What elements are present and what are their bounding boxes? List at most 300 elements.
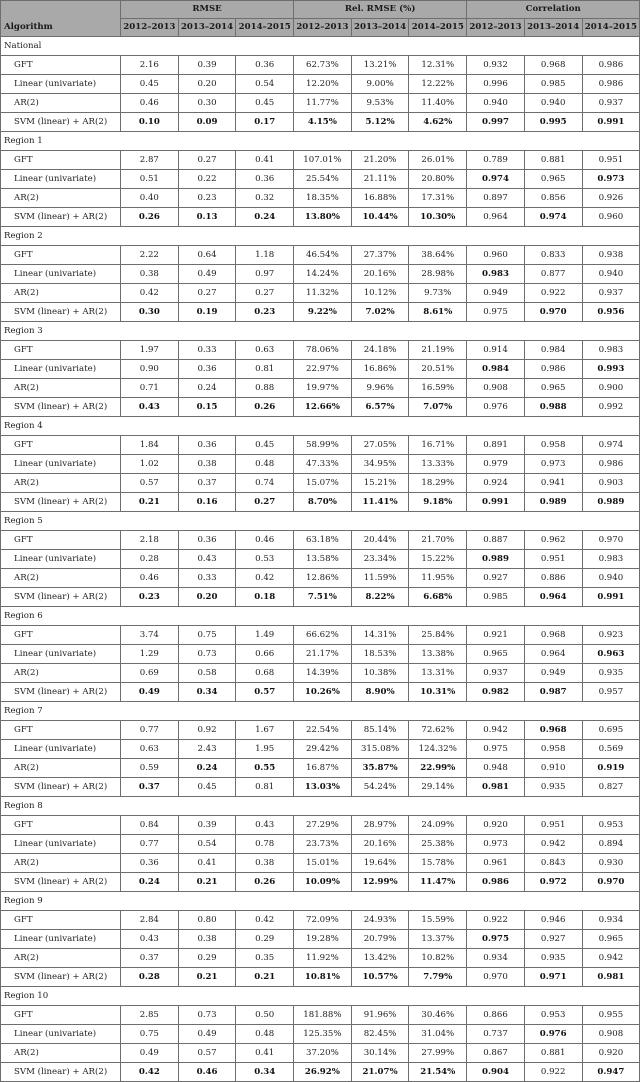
metric-cell: 12.22% [409, 75, 467, 94]
metric-cell: 0.38 [178, 930, 236, 949]
region-label: National [1, 37, 640, 56]
algorithm-name: Linear (univariate) [1, 75, 121, 94]
region-label: Region 7 [1, 702, 640, 721]
table-row [1, 1025, 640, 1044]
metric-cell: 72.62% [409, 721, 467, 740]
metric-cell: 0.965 [524, 379, 582, 398]
metric-cell: 0.922 [524, 284, 582, 303]
region-group-row [1, 37, 640, 56]
algorithm-name: Linear (univariate) [1, 170, 121, 189]
algorithm-name: AR(2) [1, 474, 121, 493]
algorithm-name: GFT [1, 816, 121, 835]
metric-cell: 4.62% [409, 113, 467, 132]
metric-cell: 58.99% [294, 436, 352, 455]
metric-cell: 22.97% [294, 360, 352, 379]
metric-cell: 15.59% [409, 911, 467, 930]
metric-cell: 0.856 [524, 189, 582, 208]
metric-cell: 25.84% [409, 626, 467, 645]
table-row [1, 151, 640, 170]
metric-cell: 0.934 [582, 911, 640, 930]
metric-cell: 1.49 [236, 626, 294, 645]
metric-cell: 0.968 [524, 626, 582, 645]
metric-cell: 0.891 [467, 436, 525, 455]
metric-cell: 0.949 [524, 664, 582, 683]
metric-cell: 0.42 [236, 569, 294, 588]
metric-cell: 0.897 [467, 189, 525, 208]
algorithm-name: Linear (univariate) [1, 550, 121, 569]
metric-cell: 0.942 [524, 835, 582, 854]
metric-cell: 12.31% [409, 56, 467, 75]
algorithm-name: GFT [1, 341, 121, 360]
metric-cell: 16.87% [294, 759, 352, 778]
metric-cell: 11.95% [409, 569, 467, 588]
metric-cell: 0.964 [524, 588, 582, 607]
metric-cell: 0.976 [467, 398, 525, 417]
metric-cell: 15.78% [409, 854, 467, 873]
metric-cell: 21.07% [351, 1063, 409, 1082]
metric-cell: 28.98% [409, 265, 467, 284]
table-row [1, 341, 640, 360]
metric-cell: 0.948 [467, 759, 525, 778]
table-row [1, 740, 640, 759]
year-header: 2013–2014 [351, 19, 409, 37]
metric-cell: 2.85 [121, 1006, 179, 1025]
metric-cell: 5.12% [351, 113, 409, 132]
metric-cell: 16.86% [351, 360, 409, 379]
metric-cell: 0.38 [121, 265, 179, 284]
metric-cell: 0.960 [467, 246, 525, 265]
metric-cell: 0.942 [582, 949, 640, 968]
metric-cell: 27.29% [294, 816, 352, 835]
metric-cell: 0.971 [524, 968, 582, 987]
metric-cell: 0.695 [582, 721, 640, 740]
metric-cell: 0.78 [236, 835, 294, 854]
algorithm-name: GFT [1, 1006, 121, 1025]
metric-cell: 8.61% [409, 303, 467, 322]
metric-cell: 0.951 [524, 816, 582, 835]
metric-cell: 0.26 [121, 208, 179, 227]
metric-cell: 20.79% [351, 930, 409, 949]
metric-cell: 0.904 [467, 1063, 525, 1082]
metric-cell: 0.920 [582, 1044, 640, 1063]
table-row [1, 455, 640, 474]
metric-cell: 0.737 [467, 1025, 525, 1044]
metric-cell: 6.57% [351, 398, 409, 417]
metric-cell: 0.986 [582, 56, 640, 75]
metric-cell: 0.90 [121, 360, 179, 379]
metric-cell: 7.51% [294, 588, 352, 607]
metric-cell: 0.974 [467, 170, 525, 189]
metric-cell: 0.34 [178, 683, 236, 702]
metric-cell: 0.45 [121, 75, 179, 94]
metric-cell: 37.20% [294, 1044, 352, 1063]
metric-cell: 0.958 [524, 740, 582, 759]
metric-cell: 22.54% [294, 721, 352, 740]
metric-cell: 0.908 [467, 379, 525, 398]
algorithm-name: GFT [1, 721, 121, 740]
metric-cell: 0.34 [236, 1063, 294, 1082]
metric-cell: 0.942 [467, 721, 525, 740]
algorithm-name: AR(2) [1, 854, 121, 873]
metric-cell: 10.31% [409, 683, 467, 702]
table-row [1, 379, 640, 398]
metric-cell: 0.46 [178, 1063, 236, 1082]
metric-cell: 20.51% [409, 360, 467, 379]
metric-cell: 38.64% [409, 246, 467, 265]
metric-cell: 0.50 [236, 1006, 294, 1025]
metric-cell: 0.989 [582, 493, 640, 512]
metric-cell: 0.77 [121, 721, 179, 740]
table-row [1, 645, 640, 664]
metric-cell: 14.39% [294, 664, 352, 683]
table-row [1, 170, 640, 189]
metric-cell: 0.41 [236, 1044, 294, 1063]
metric-cell: 0.09 [178, 113, 236, 132]
table-row [1, 588, 640, 607]
metric-cell: 0.49 [121, 1044, 179, 1063]
algorithm-name: SVM (linear) + AR(2) [1, 493, 121, 512]
table-row [1, 664, 640, 683]
metric-cell: 0.886 [524, 569, 582, 588]
metric-cell: 30.46% [409, 1006, 467, 1025]
metric-cell: 0.84 [121, 816, 179, 835]
algorithm-name: GFT [1, 626, 121, 645]
metric-cell: 0.23 [236, 303, 294, 322]
metric-cell: 0.965 [524, 170, 582, 189]
metric-cell: 0.923 [582, 626, 640, 645]
metric-cell: 21.70% [409, 531, 467, 550]
metric-cell: 19.97% [294, 379, 352, 398]
metric-cell: 0.49 [178, 1025, 236, 1044]
metric-cell: 16.59% [409, 379, 467, 398]
metric-cell: 0.957 [582, 683, 640, 702]
metric-cell: 0.41 [236, 151, 294, 170]
metric-cell: 0.877 [524, 265, 582, 284]
metric-cell: 9.53% [351, 94, 409, 113]
metric-cell: 12.66% [294, 398, 352, 417]
table-row [1, 531, 640, 550]
metric-cell: 0.937 [467, 664, 525, 683]
metric-cell: 0.64 [178, 246, 236, 265]
metric-cell: 11.41% [351, 493, 409, 512]
metric-cell: 11.77% [294, 94, 352, 113]
metric-cell: 0.973 [582, 170, 640, 189]
metric-cell: 0.983 [582, 341, 640, 360]
metric-cell: 0.995 [524, 113, 582, 132]
metric-cell: 0.940 [582, 569, 640, 588]
metric-cell: 0.36 [178, 360, 236, 379]
region-group-row [1, 132, 640, 151]
metric-cell: 13.21% [351, 56, 409, 75]
metric-cell: 0.59 [121, 759, 179, 778]
table-row [1, 721, 640, 740]
metric-cell: 20.16% [351, 265, 409, 284]
table-row [1, 493, 640, 512]
table-row [1, 550, 640, 569]
metric-cell: 0.935 [524, 778, 582, 797]
metric-cell: 15.07% [294, 474, 352, 493]
table-row [1, 968, 640, 987]
metric-cell: 1.02 [121, 455, 179, 474]
metric-cell: 0.968 [524, 56, 582, 75]
metric-cell: 11.40% [409, 94, 467, 113]
metric-cell: 0.955 [582, 1006, 640, 1025]
metric-cell: 0.29 [178, 949, 236, 968]
metric-cell: 15.22% [409, 550, 467, 569]
metric-cell: 30.14% [351, 1044, 409, 1063]
region-group-row [1, 512, 640, 531]
metric-cell: 9.00% [351, 75, 409, 94]
metric-cell: 0.569 [582, 740, 640, 759]
algorithm-name: SVM (linear) + AR(2) [1, 683, 121, 702]
table-row [1, 569, 640, 588]
metric-cell: 0.964 [524, 645, 582, 664]
metric-cell: 0.58 [178, 664, 236, 683]
metric-cell: 13.37% [409, 930, 467, 949]
table-row [1, 835, 640, 854]
metric-cell: 27.05% [351, 436, 409, 455]
metric-cell: 0.951 [582, 151, 640, 170]
metric-cell: 0.961 [467, 854, 525, 873]
metric-cell: 0.27 [178, 284, 236, 303]
region-label: Region 6 [1, 607, 640, 626]
metric-cell: 0.75 [121, 1025, 179, 1044]
metric-cell: 62.73% [294, 56, 352, 75]
metric-cell: 0.973 [467, 835, 525, 854]
metric-cell: 16.71% [409, 436, 467, 455]
metric-cell: 0.941 [524, 474, 582, 493]
metric-cell: 31.04% [409, 1025, 467, 1044]
metric-cell: 26.92% [294, 1063, 352, 1082]
algorithm-name: Linear (univariate) [1, 835, 121, 854]
table-body [1, 37, 640, 1082]
metric-cell: 0.962 [524, 531, 582, 550]
table-row [1, 265, 640, 284]
region-group-row [1, 892, 640, 911]
metric-cell: 0.13 [178, 208, 236, 227]
metric-cell: 47.33% [294, 455, 352, 474]
metric-cell: 0.27 [236, 284, 294, 303]
metric-cell: 10.30% [409, 208, 467, 227]
year-header: 2014–2015 [582, 19, 640, 37]
metric-cell: 8.90% [351, 683, 409, 702]
metric-cell: 0.53 [236, 550, 294, 569]
metric-cell: 82.45% [351, 1025, 409, 1044]
region-label: Region 4 [1, 417, 640, 436]
metric-cell: 9.22% [294, 303, 352, 322]
year-header: 2012–2013 [467, 19, 525, 37]
metric-cell: 11.32% [294, 284, 352, 303]
metric-cell: 18.29% [409, 474, 467, 493]
region-label: Region 8 [1, 797, 640, 816]
region-group-row [1, 607, 640, 626]
metric-cell: 0.43 [236, 816, 294, 835]
metric-cell: 0.88 [236, 379, 294, 398]
metric-cell: 0.80 [178, 911, 236, 930]
metric-cell: 24.09% [409, 816, 467, 835]
metric-cell: 0.920 [467, 816, 525, 835]
metric-cell: 0.958 [524, 436, 582, 455]
metric-cell: 2.18 [121, 531, 179, 550]
metric-cell: 0.40 [121, 189, 179, 208]
metric-cell: 0.24 [236, 208, 294, 227]
metric-cell: 0.937 [582, 94, 640, 113]
metric-cell: 0.934 [467, 949, 525, 968]
year-header: 2012–2013 [294, 19, 352, 37]
metric-cell: 0.81 [236, 778, 294, 797]
metric-cell: 9.18% [409, 493, 467, 512]
metric-cell: 10.57% [351, 968, 409, 987]
metric-cell: 0.992 [582, 398, 640, 417]
metric-cell: 0.827 [582, 778, 640, 797]
metric-cell: 13.58% [294, 550, 352, 569]
metric-cell: 26.01% [409, 151, 467, 170]
metric-cell: 1.29 [121, 645, 179, 664]
metric-cell: 18.53% [351, 645, 409, 664]
year-header: 2012–2013 [121, 19, 179, 37]
metric-cell: 0.937 [582, 284, 640, 303]
algorithm-name: AR(2) [1, 94, 121, 113]
algorithm-name: AR(2) [1, 284, 121, 303]
metric-cell: 0.985 [467, 588, 525, 607]
metric-cell: 0.991 [582, 588, 640, 607]
metric-cell: 0.968 [524, 721, 582, 740]
metric-cell: 0.970 [524, 303, 582, 322]
metric-cell: 0.42 [121, 1063, 179, 1082]
metric-cell: 0.986 [467, 873, 525, 892]
metric-cell: 0.983 [467, 265, 525, 284]
table-row [1, 1063, 640, 1082]
rel-rmse-group-header: Rel. RMSE (%) [294, 1, 467, 19]
table-row [1, 816, 640, 835]
table-row [1, 683, 640, 702]
metric-cell: 0.984 [467, 360, 525, 379]
metric-cell: 0.997 [467, 113, 525, 132]
table-row [1, 911, 640, 930]
metric-cell: 0.970 [582, 531, 640, 550]
table-row [1, 626, 640, 645]
metric-cell: 10.26% [294, 683, 352, 702]
metric-cell: 0.30 [121, 303, 179, 322]
metric-cell: 0.43 [121, 930, 179, 949]
algorithm-name: GFT [1, 246, 121, 265]
metric-cell: 72.09% [294, 911, 352, 930]
metric-cell: 0.867 [467, 1044, 525, 1063]
region-label: Region 9 [1, 892, 640, 911]
rmse-group-header: RMSE [121, 1, 294, 19]
metric-cell: 0.57 [178, 1044, 236, 1063]
metric-cell: 0.949 [467, 284, 525, 303]
metric-cell: 21.54% [409, 1063, 467, 1082]
metric-cell: 0.881 [524, 1044, 582, 1063]
metric-cell: 1.97 [121, 341, 179, 360]
metric-cell: 24.93% [351, 911, 409, 930]
metric-cell: 0.46 [236, 531, 294, 550]
metric-cell: 0.23 [178, 189, 236, 208]
metric-cell: 8.70% [294, 493, 352, 512]
metric-cell: 0.986 [582, 75, 640, 94]
algorithm-name: GFT [1, 151, 121, 170]
metric-cell: 0.28 [121, 968, 179, 987]
metric-cell: 14.31% [351, 626, 409, 645]
region-group-row [1, 417, 640, 436]
metric-cell: 0.982 [467, 683, 525, 702]
region-label: Region 1 [1, 132, 640, 151]
metric-cell: 0.963 [582, 645, 640, 664]
algorithm-name: SVM (linear) + AR(2) [1, 113, 121, 132]
metric-cell: 0.924 [467, 474, 525, 493]
metric-cell: 12.99% [351, 873, 409, 892]
metric-cell: 0.21 [121, 493, 179, 512]
metric-cell: 0.37 [121, 778, 179, 797]
correlation-group-header: Correlation [467, 1, 640, 19]
table-row [1, 398, 640, 417]
metric-cell: 29.14% [409, 778, 467, 797]
metric-cell: 0.940 [524, 94, 582, 113]
algorithm-name: SVM (linear) + AR(2) [1, 208, 121, 227]
metric-cell: 20.44% [351, 531, 409, 550]
metric-cell: 0.996 [467, 75, 525, 94]
metric-cell: 0.965 [467, 645, 525, 664]
metric-cell: 7.07% [409, 398, 467, 417]
algorithm-name: SVM (linear) + AR(2) [1, 873, 121, 892]
metric-cell: 11.47% [409, 873, 467, 892]
algorithm-name: Linear (univariate) [1, 930, 121, 949]
metric-cell: 0.986 [582, 455, 640, 474]
metric-cell: 124.32% [409, 740, 467, 759]
table-row [1, 873, 640, 892]
algorithm-name: AR(2) [1, 1044, 121, 1063]
metric-cell: 14.24% [294, 265, 352, 284]
metric-cell: 0.985 [524, 75, 582, 94]
metric-cell: 0.833 [524, 246, 582, 265]
algorithm-name: AR(2) [1, 664, 121, 683]
metric-cell: 0.33 [178, 341, 236, 360]
metric-cell: 6.68% [409, 588, 467, 607]
metric-cell: 107.01% [294, 151, 352, 170]
metric-cell: 20.80% [409, 170, 467, 189]
metric-cell: 78.06% [294, 341, 352, 360]
metric-cell: 0.39 [178, 56, 236, 75]
metric-cell: 4.15% [294, 113, 352, 132]
metric-cell: 0.993 [582, 360, 640, 379]
metric-cell: 19.64% [351, 854, 409, 873]
region-label: Region 3 [1, 322, 640, 341]
metric-cell: 0.24 [121, 873, 179, 892]
metric-cell: 0.27 [236, 493, 294, 512]
metric-cell: 0.894 [582, 835, 640, 854]
metric-cell: 0.36 [178, 531, 236, 550]
metric-cell: 0.21 [236, 968, 294, 987]
metric-cell: 0.36 [178, 436, 236, 455]
metric-cell: 0.30 [178, 94, 236, 113]
metric-cell: 2.43 [178, 740, 236, 759]
algorithm-name: Linear (univariate) [1, 1025, 121, 1044]
metric-cell: 0.43 [178, 550, 236, 569]
metric-cell: 11.92% [294, 949, 352, 968]
metric-cell: 24.18% [351, 341, 409, 360]
algorithm-name: Linear (univariate) [1, 265, 121, 284]
metric-cell: 0.51 [121, 170, 179, 189]
metric-cell: 7.79% [409, 968, 467, 987]
metric-cell: 2.22 [121, 246, 179, 265]
metric-cell: 18.35% [294, 189, 352, 208]
metric-cell: 0.972 [524, 873, 582, 892]
metric-cell: 0.71 [121, 379, 179, 398]
metric-cell: 46.54% [294, 246, 352, 265]
metric-cell: 0.33 [178, 569, 236, 588]
algorithm-name: AR(2) [1, 949, 121, 968]
